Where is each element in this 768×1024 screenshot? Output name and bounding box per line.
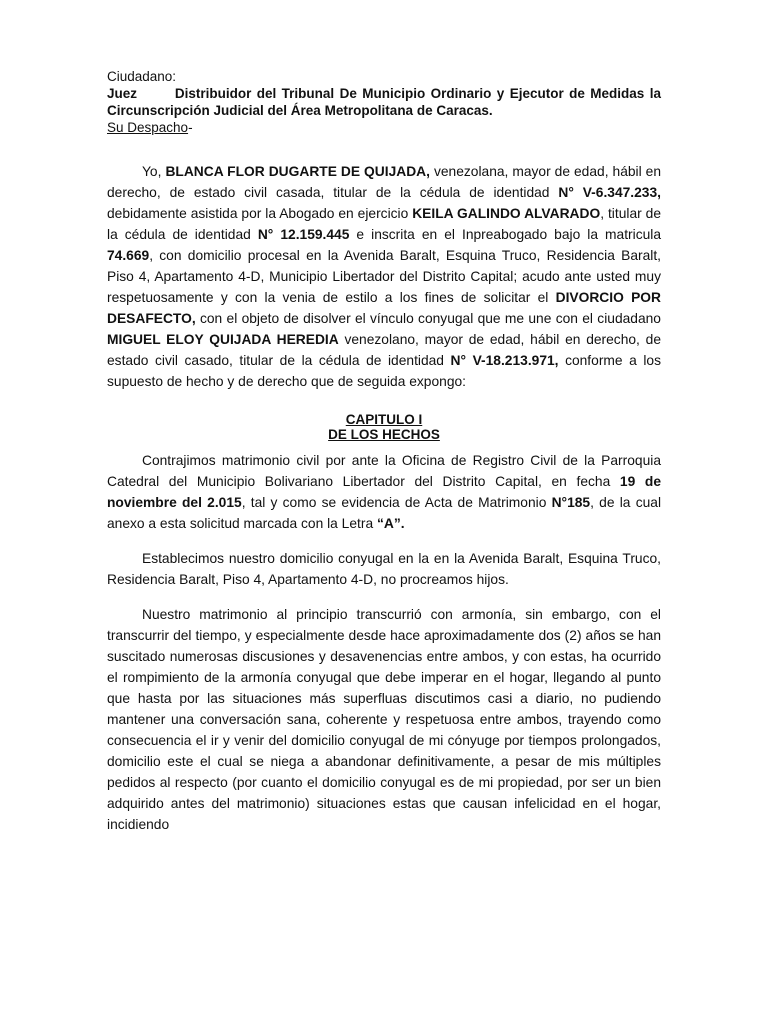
despacho-label: Su Despacho (107, 120, 189, 135)
judge-label: Juez (107, 86, 138, 101)
divorce-type: DIVORCIO POR DESAFECTO, (107, 290, 661, 326)
intro-text: , titular de la cédula de identidad (107, 206, 661, 242)
inpreabogado-number: 74.669 (107, 248, 150, 263)
despacho-suffix: - (188, 120, 193, 135)
judge-line (107, 85, 661, 119)
intro-text: e inscrita en el Inpreabogado bajo la matricula (349, 227, 662, 242)
chapter-number: CAPITULO I (345, 412, 423, 427)
annex-letter: “A”. (376, 516, 405, 531)
intro-text: venezolana, mayor de edad, hábil en derecho, de estado civil casada, titular de la cédula de identidad (107, 164, 662, 200)
letter-header (107, 68, 661, 136)
despacho-line (107, 119, 661, 136)
spouse-name: MIGUEL ELOY QUIJADA HEREDIA (107, 332, 339, 347)
petitioner-id: N° V-6.347.233, (558, 185, 661, 200)
lawyer-id: N° 12.159.445 (257, 227, 350, 242)
chapter-heading (107, 412, 661, 442)
intro-text: venezolano, mayor de edad, hábil en derecho, de estado civil casado, titular de la cédula de identidad (107, 332, 662, 368)
intro-text: Yo, (142, 164, 166, 179)
intro-text: debidamente asistida por la Abogado en ejercicio (107, 206, 413, 221)
marriage-act-number: N°185 (551, 495, 591, 510)
marriage-paragraph (107, 450, 661, 534)
judge-title: Distribuidor del Tribunal De Municipio Ordinario y Ejecutor de Medidas la Circunscripción Judicial del Área Metropolitana de Caracas. (107, 86, 661, 118)
lawyer-name: KEILA GALINDO ALVARADO (412, 206, 601, 221)
paragraph-text: , de la cual anexo a esta solicitud marcada con la Letra (107, 495, 662, 531)
intro-text: , con domicilio procesal en la Avenida Baralt, Esquina Truco, Residencia Baralt, Piso 4, Apartamento 4-D, Municipio Libertador del Distrito Capital; acudo ante usted muy respetuosamente y con la venia de estilo a los fines de solicitar el (107, 248, 661, 305)
addressee-line: Ciudadano: (107, 69, 177, 84)
intro-text: con el objeto de disolver el vínculo conyugal que me une con el ciudadano (195, 311, 661, 326)
document-body (107, 161, 661, 835)
intro-paragraph (107, 161, 661, 392)
paragraph-text: Contrajimos matrimonio civil por ante la Oficina de Registro Civil de la Parroquia Catedral del Municipio Bolivariano Libertador del Distrito Capital, en fecha (107, 453, 661, 489)
intro-text: conforme a los supuesto de hecho y de derecho que de seguida expongo: (107, 353, 661, 389)
facts-paragraph: Nuestro matrimonio al principio transcurrió con armonía, sin embargo, con el transcurrir del tiempo, y especialmente desde hace aproximadamente dos (2) años se han suscitado numerosas discusiones y desavenencias entre ambos, y con estas, ha ocurrido el rompimiento de la armonía conyugal que debe imperar en el hogar, llegando al punto que hasta por las situaciones más superfluas discutimos casi a diario, no pudiendo mantener una conversación sana, coherente y respetuosa entre ambos, trayendo como consecuencia el ir y venir del domicilio conyugal de mi cónyuge por tiempos prolongados, domicilio este el cual se niega a abandonar definitivamente, a pesar de mis múltiples pedidos al respecto (por cuanto el domicilio conyugal es de mi propiedad, por ser un bien adquirido antes del matrimonio) situaciones estas que causan infelicidad en el hogar, incidiendo (107, 607, 661, 832)
paragraph-text: , tal y como se evidencia de Acta de Matrimonio (241, 495, 552, 510)
chapter-title: DE LOS HECHOS (328, 427, 440, 442)
domicile-paragraph: Establecimos nuestro domicilio conyugal en la en la Avenida Baralt, Esquina Truco, Residencia Baralt, Piso 4, Apartamento 4-D, no procreamos hijos. (107, 551, 661, 587)
spouse-id: N° V-18.213.971, (450, 353, 559, 368)
petitioner-name: BLANCA FLOR DUGARTE DE QUIJADA, (165, 164, 430, 179)
marriage-date: 19 de noviembre del 2.015 (107, 474, 661, 510)
